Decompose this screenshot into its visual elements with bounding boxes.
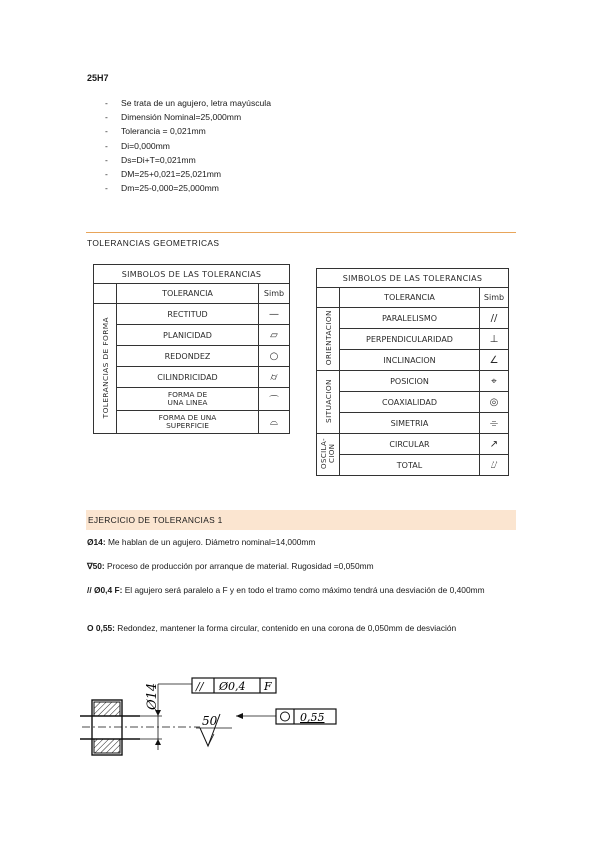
tolerance-name: TOTAL	[340, 455, 480, 476]
surface-profile-icon: ⌓	[259, 411, 290, 434]
tolerance-name: FORMA DE UNA LINEA	[117, 388, 259, 411]
section-title-geometric: TOLERANCIAS GEOMETRICAS	[87, 238, 220, 248]
list-item: - Dm=25-0,000=25,000mm	[105, 181, 271, 195]
symbols-table-right	[316, 268, 509, 476]
frame-tolerance-value: 0,55	[300, 711, 325, 724]
tolerance-name: REDONDEZ	[117, 346, 259, 367]
column-header-symbol: Simb	[480, 288, 509, 308]
technical-drawing	[80, 660, 400, 760]
paragraph: // Ø0,4 F: El agujero será paralelo a F y en todo el tramo como máximo tendrá una desviación de 0,400mm	[87, 585, 485, 595]
circularity-icon	[281, 712, 290, 721]
column-header-tolerance: TOLERANCIA	[340, 288, 480, 308]
tolerance-name: POSICION	[340, 371, 480, 392]
section-divider	[86, 232, 516, 233]
list-item: - DM=25+0,021=25,021mm	[105, 167, 271, 181]
list-item: - Di=0,000mm	[105, 139, 271, 153]
list-item: - Tolerancia = 0,021mm	[105, 124, 271, 138]
parallelism-icon: //	[196, 680, 204, 693]
hatched-section-top	[94, 702, 120, 716]
list-item: - Ds=Di+T=0,021mm	[105, 153, 271, 167]
tolerance-name: RECTITUD	[117, 304, 259, 325]
exercise-title: EJERCICIO DE TOLERANCIAS 1	[88, 515, 223, 525]
circularity-icon: ○	[259, 346, 290, 367]
tolerance-name: CILINDRICIDAD	[117, 367, 259, 388]
tolerance-name: FORMA DE UNA SUPERFICIE	[117, 411, 259, 434]
tolerance-name: PLANICIDAD	[117, 325, 259, 346]
list-item: - Se trata de un agujero, letra mayúscula	[105, 96, 271, 110]
group-label-location: SITUACION	[323, 378, 333, 423]
circular-runout-icon: ↗	[480, 434, 509, 455]
straightness-icon: —	[259, 304, 290, 325]
symmetry-icon: ⌯	[480, 413, 509, 434]
group-label-form: TOLERANCIAS DE FORMA	[100, 316, 110, 419]
symbols-table-left	[93, 264, 290, 434]
paragraph: Ø14: Me hablan de un agujero. Diámetro nominal=14,000mm	[87, 537, 316, 547]
column-header-tolerance: TOLERANCIA	[117, 284, 259, 304]
table-title: SIMBOLOS DE LAS TOLERANCIAS	[94, 265, 290, 284]
position-icon: ⌖	[480, 371, 509, 392]
flatness-icon: ▱	[259, 325, 290, 346]
concentricity-icon: ◎	[480, 392, 509, 413]
list-item: - Dimensión Nominal=25,000mm	[105, 110, 271, 124]
group-label-orientation: ORIENTACION	[323, 310, 333, 366]
bullet-list	[105, 96, 271, 195]
datum-label: F	[264, 680, 272, 693]
dimension-label: Ø14	[145, 682, 160, 710]
parallelism-icon: //	[480, 308, 509, 329]
tolerance-name: SIMETRIA	[340, 413, 480, 434]
paragraph: O 0,55: Redondez, mantener la forma circular, contenido en una corona de 0,050mm de desviación	[87, 623, 457, 633]
group-label-runout: OSCILA- CION	[320, 438, 336, 469]
tolerance-name: PARALELISMO	[340, 308, 480, 329]
perpendicularity-icon: ⊥	[480, 329, 509, 350]
paragraph: ∇50: Proceso de producción por arranque de material. Rugosidad =0,050mm	[87, 561, 374, 571]
tolerance-name: PERPENDICULARIDAD	[340, 329, 480, 350]
total-runout-icon: ⌰	[480, 455, 509, 476]
line-profile-icon: ⌒	[259, 388, 290, 411]
tolerance-name: COAXIALIDAD	[340, 392, 480, 413]
cylindricity-icon: ⌭	[259, 367, 290, 388]
angularity-icon: ∠	[480, 350, 509, 371]
hatched-section-bottom	[94, 739, 120, 753]
column-header-symbol: Simb	[259, 284, 290, 304]
table-title: SIMBOLOS DE LAS TOLERANCIAS	[317, 269, 509, 288]
tolerance-name: CIRCULAR	[340, 434, 480, 455]
roughness-value: 50	[202, 714, 218, 728]
tolerance-name: INCLINACION	[340, 350, 480, 371]
frame-tolerance-value: Ø0,4	[219, 680, 246, 693]
header-code: 25H7	[87, 73, 109, 83]
